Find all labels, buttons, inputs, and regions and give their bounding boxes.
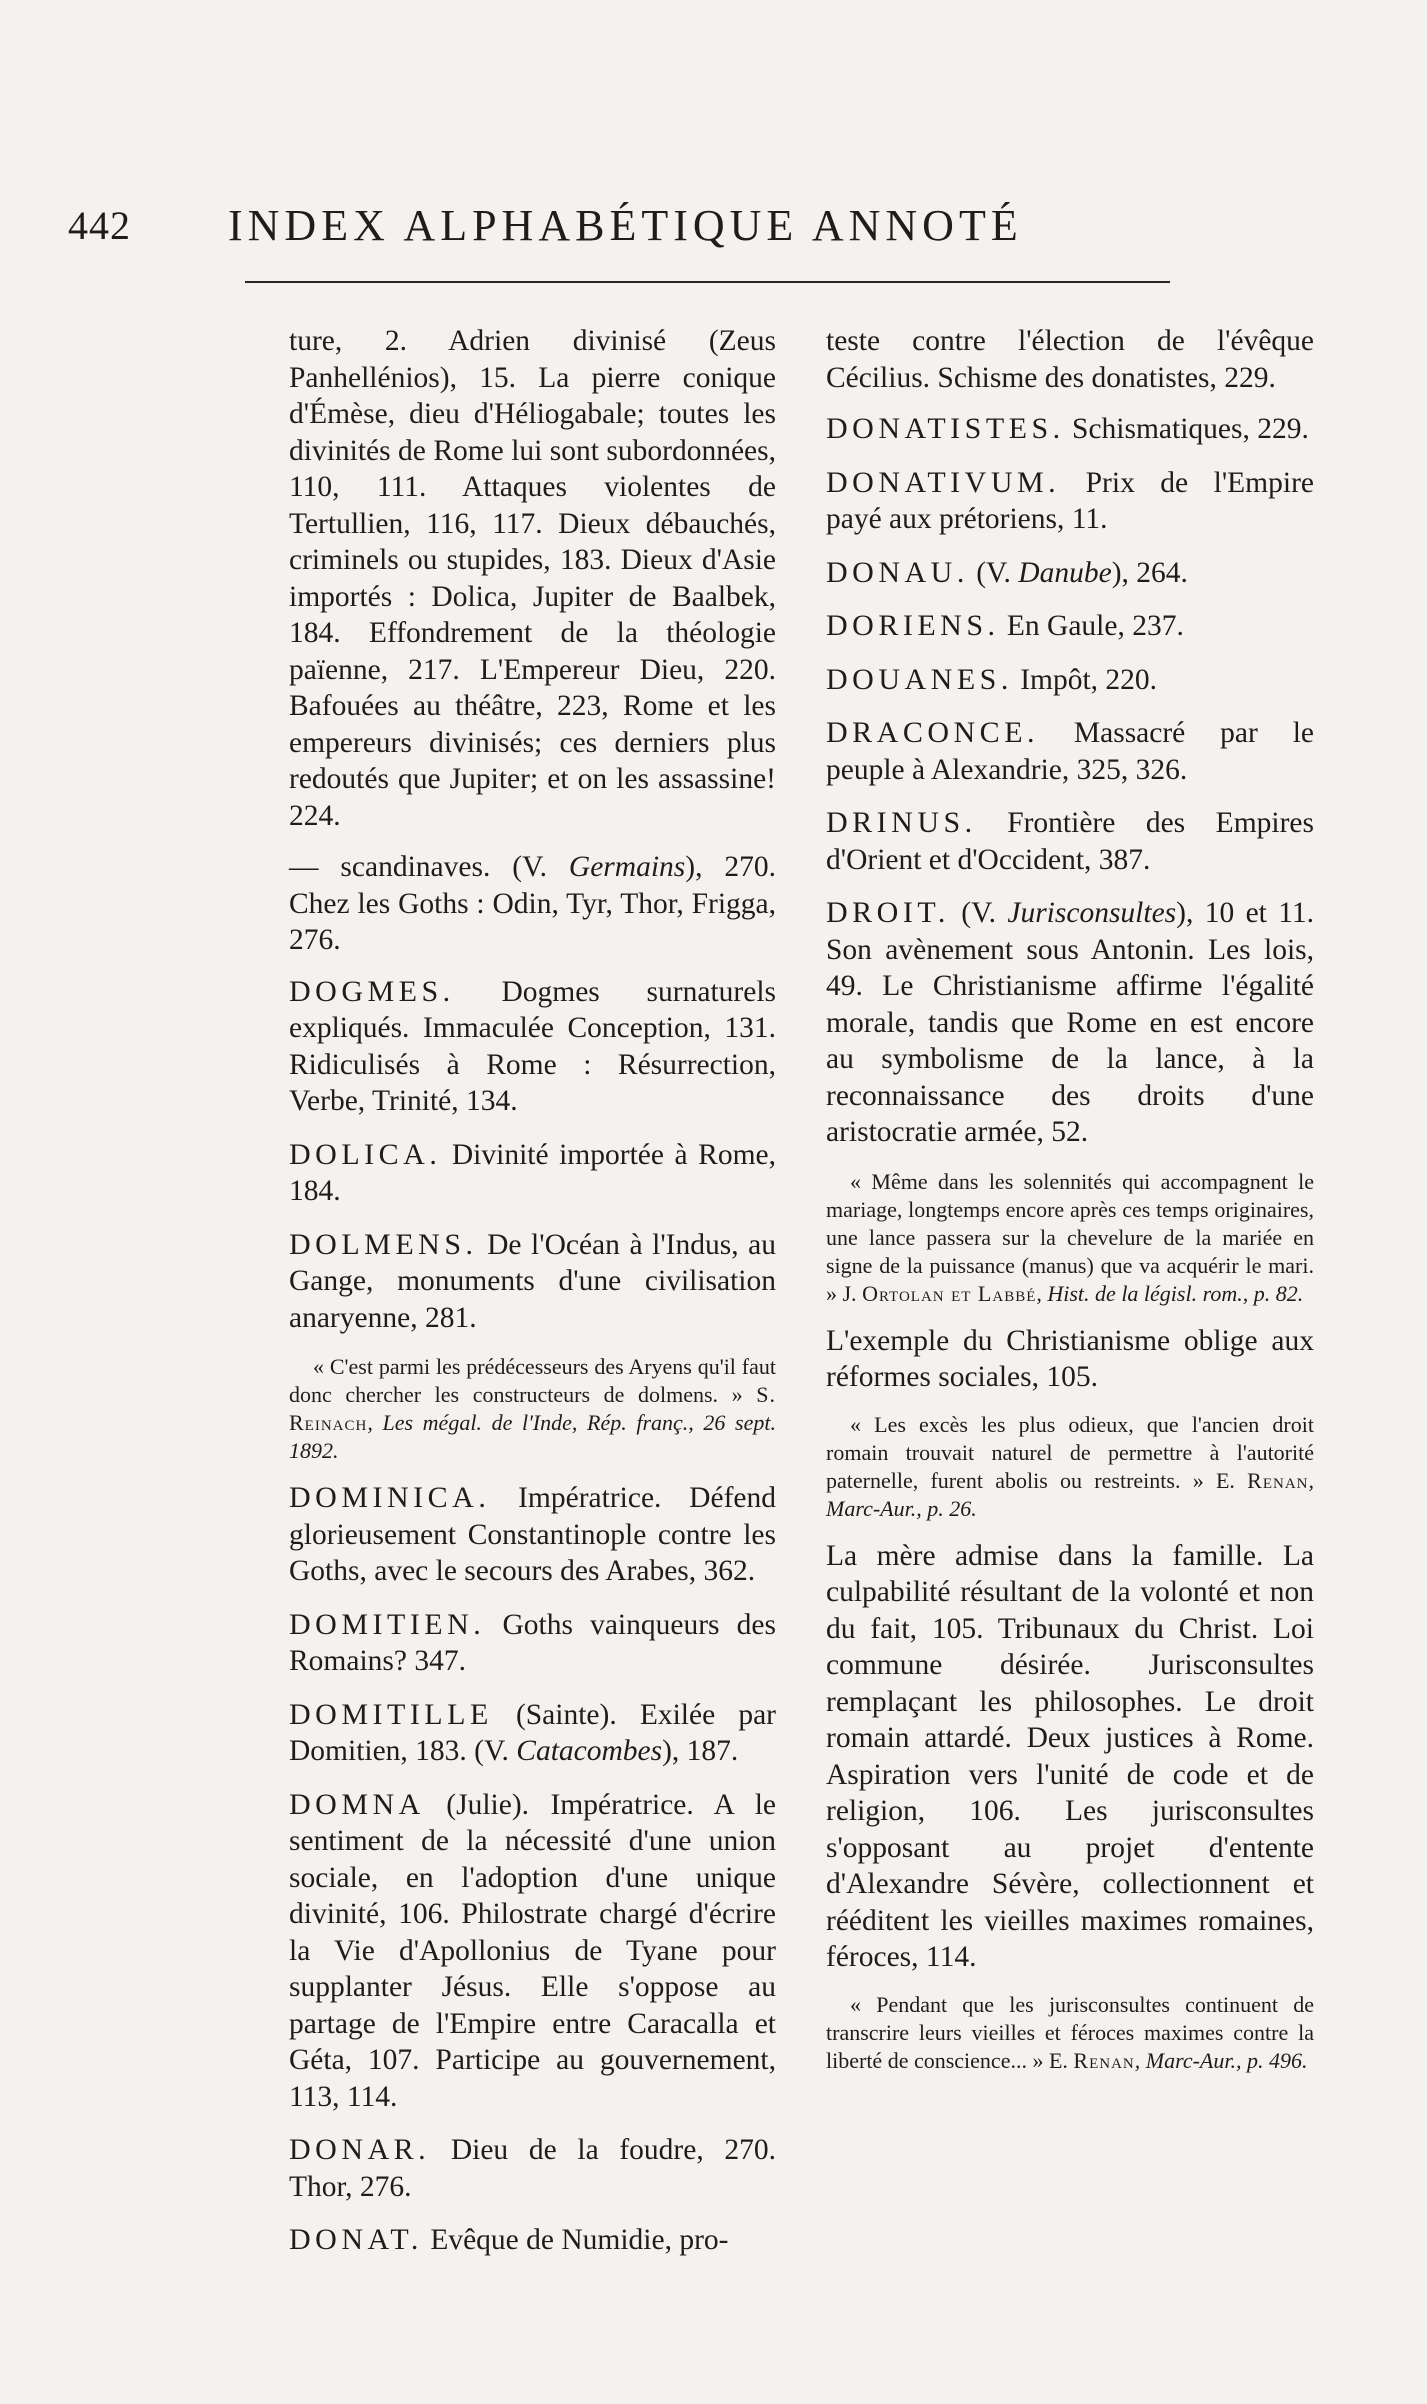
headword: DONAU. [826, 555, 969, 589]
entry-dogmes: DOGMES. Dogmes surnaturels expliqués. Immaculée Conception, 131. Ridiculisés à Rome : Résurrection, Verbe, Trinité, 134. [289, 974, 776, 1117]
page-title: INDEX ALPHABÉTIQUE ANNOTÉ [228, 201, 1023, 250]
entry-droit: DROIT. (V. Jurisconsultes), 10 et 11. Son avènement sous Antonin. Les lois, 49. Le Christianisme affirme l'égalité morale, tandis que Rome en est encore au symbolisme de la lance, à la reconnaissance des droits d'une aristocratie armée, 52. [826, 896, 1314, 1148]
entry-drinus: DRINUS. Frontière des Empires d'Orient et d'Occident, 387. [826, 806, 1314, 876]
entry-donar: DONAR. Dieu de la foudre, 270. Thor, 276. [289, 2133, 776, 2203]
headword: DOGMES. [289, 974, 455, 1008]
entry-domitille: DOMITILLE (Sainte). Exilée par Domitien, 183. (V. Catacombes), 187. [289, 1697, 776, 1767]
headword: DROIT. [826, 896, 950, 929]
entry-douanes: DOUANES. Impôt, 220. [826, 662, 1158, 696]
headword: DONATIVUM. [826, 465, 1061, 499]
left-column [289, 323, 776, 2276]
headword: DORIENS. [826, 609, 1000, 642]
headword: DOUANES. [826, 662, 1013, 696]
entry-dolmens: DOLMENS. De l'Océan à l'Indus, au Gange, monuments d'une civilisation anaryenne, 281. [289, 1227, 776, 1334]
quote-reinach: « C'est parmi les prédécesseurs des Aryens qu'il faut donc chercher les constructeurs de dolmens. » S. Reinach, Les mégal. de l'Inde, Rép. franç., 26 sept. 1892. [289, 1354, 776, 1463]
entry-dolica: DOLICA. Divinité importée à Rome, 184. [289, 1137, 776, 1207]
entry-donau: DONAU. (V. Danube), 264. [826, 555, 1188, 589]
entry-donat: DONAT. Evêque de Numidie, pro- [289, 2223, 729, 2256]
entry-donativum: DONATIVUM. Prix de l'Empire payé aux prétoriens, 11. [826, 465, 1314, 535]
headword: DONATISTES. [826, 412, 1065, 445]
page-number: 442 [68, 203, 131, 248]
entry-donatistes: DONATISTES. Schismatiques, 229. [826, 412, 1309, 445]
headword: DOMITILLE [289, 1697, 493, 1731]
paragraph-exemple: L'exemple du Christianisme oblige aux réformes sociales, 105. [826, 1324, 1314, 1393]
continued-entry-dieux: ture, 2. Adrien divinisé (Zeus Panhellénios), 15. La pierre conique d'Émèse, dieu d'Héliogabale; toutes les divinités de Rome lui sont subordonnées, 110, 111. Attaques violentes de Tertullien, 116, 117. Dieux débauchés, criminels ou stupides, 183. Dieux d'Asie importés : Dolica, Jupiter de Baalbek, 184. Effondrement de la théologie païenne, 217. L'Empereur Dieu, 220. Bafouées au théâtre, 223, Rome et les empereurs divinisés; ces derniers plus redoutés que Jupiter; et on les assassine! 224. [289, 325, 776, 832]
quote-ortolan: « Même dans les solennités qui accompagnent le mariage, longtemps encore après ces temps originaires, une lance passera sur la chevelure de la mariée en signe de la puissance (manus) que va acquérir le mari. » J. Ortolan et Labbé, Hist. de la législ. rom., p. 82. [826, 1168, 1314, 1306]
quote-renan-2: « Pendant que les jurisconsultes continuent de transcrire leurs vieilles et féroces maximes contre la liberté de conscience... » E. Renan, Marc-Aur., p. 496. [826, 1991, 1314, 2073]
headword: DOMITIEN. [289, 1607, 486, 1641]
subentry-scandinaves: — scandinaves. (V. Germains), 270. Chez les Goths : Odin, Tyr, Thor, Frigga, 276. [289, 851, 776, 956]
headword: DONAR. [289, 2133, 431, 2166]
entry-doriens: DORIENS. En Gaule, 237. [826, 609, 1184, 642]
headword: DRINUS. [826, 806, 977, 839]
right-column [826, 323, 1314, 2090]
entry-domitien: DOMITIEN. Goths vainqueurs des Romains? 347. [289, 1607, 776, 1677]
quote-renan-1: « Les excès les plus odieux, que l'ancien droit romain trouvait naturel de permettre à l'autorité paternelle, furent abolis ou restreints. » E. Renan, Marc-Aur., p. 26. [826, 1411, 1314, 1521]
entry-domna: DOMNA (Julie). Impératrice. A le sentiment de la nécessité d'une union sociale, en l'adoption d'une unique divinité, 106. Philostrate chargé d'écrire la Vie d'Apollonius de Tyane pour supplanter Jésus. Elle s'oppose au partage de l'Empire entre Caracalla et Géta, 107. Participe au gouvernement, 113, 114. [289, 1787, 776, 2113]
headword: DOLICA. [289, 1137, 442, 1171]
headword: DONAT. [289, 2223, 423, 2256]
headword: DOMNA [289, 1787, 425, 1821]
headword: DOLMENS. [289, 1227, 478, 1261]
continued-entry-donat: teste contre l'élection de l'évêque Cécilius. Schisme des donatistes, 229. [826, 325, 1314, 394]
header-rule [245, 281, 1170, 283]
entry-dominica: DOMINICA. Impératrice. Défend glorieusement Constantinople contre les Goths, avec le secours des Arabes, 362. [289, 1481, 776, 1587]
headword: DOMINICA. [289, 1481, 491, 1514]
headword: DRACONCE. [826, 716, 1040, 749]
entry-draconce: DRACONCE. Massacré par le peuple à Alexandrie, 325, 326. [826, 716, 1314, 786]
paragraph-mere: La mère admise dans la famille. La culpabilité résultant de la volonté et non du fait, 105. Tribunaux du Christ. Loi commune désirée. Jurisconsultes remplaçant les philosophes. Le droit romain attardé. Deux justices à Rome. Aspiration vers l'unité de code et de religion, 106. Les jurisconsultes s'opposant au projet d'entente d'Alexandre Sévère, collectionnent et rééditent les vieilles maximes romaines, féroces, 114. [826, 1539, 1314, 1973]
